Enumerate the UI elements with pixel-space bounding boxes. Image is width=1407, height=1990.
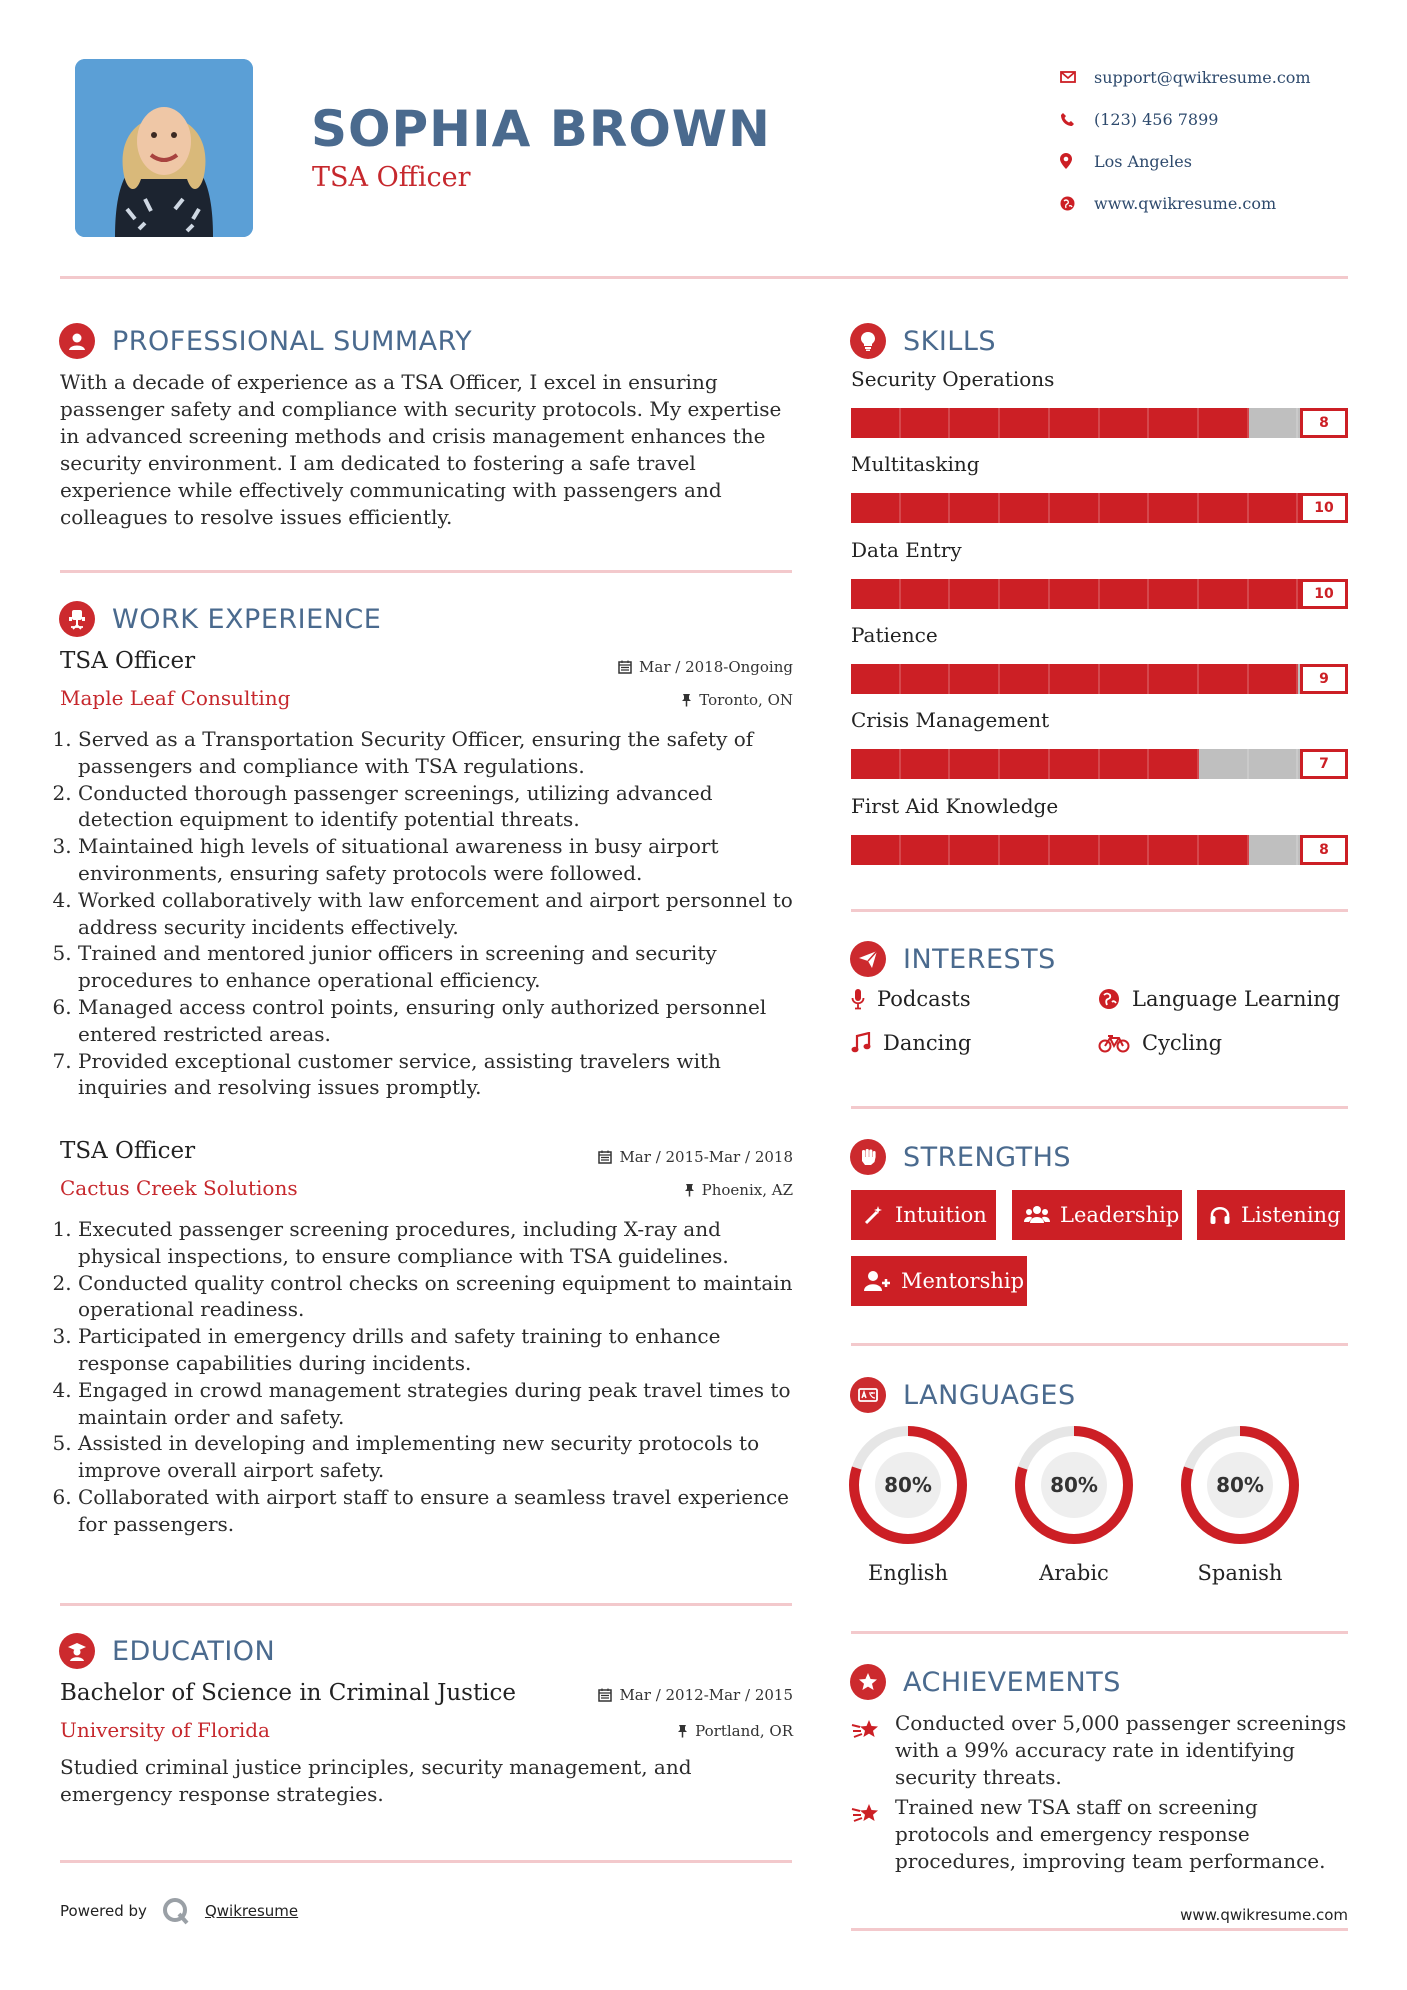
skill-level-segment <box>1100 835 1150 865</box>
contact-email-text: support@qwikresume.com <box>1094 67 1311 87</box>
skill-level-segment <box>1100 493 1150 523</box>
skill-level-segment <box>1149 579 1199 609</box>
shooting-star-icon <box>851 1716 881 1791</box>
raised-fist-icon <box>850 1139 886 1175</box>
language-item <box>1178 1423 1302 1585</box>
languages-list <box>846 1423 1346 1593</box>
skill-level-segment <box>1149 664 1199 694</box>
footer-branding <box>60 1896 298 1926</box>
interest-label: Language Learning <box>1132 987 1341 1011</box>
paper-plane-icon <box>850 941 886 977</box>
summary-heading-row <box>59 323 472 359</box>
education-location <box>677 1722 793 1740</box>
job-location <box>681 691 793 709</box>
interest-item <box>851 1031 971 1055</box>
job-title: TSA Officer <box>60 648 196 674</box>
translate-icon <box>850 1377 886 1413</box>
skill-level-bar <box>851 493 1348 523</box>
list-item: 5. Trained and mentored junior officers in screening and security procedures to enhance operational efficiency. <box>78 940 793 994</box>
job-dates <box>598 1148 793 1166</box>
skill-level-segment <box>901 749 951 779</box>
experience-divider <box>60 1603 792 1606</box>
contact-phone-text: (123) 456 7899 <box>1094 109 1219 129</box>
strength-chip <box>851 1190 996 1240</box>
qwikresume-logo-icon <box>161 1896 191 1926</box>
list-item: 1. Served as a Transportation Security Officer, ensuring the safety of passengers and compliance with TSA regulations. <box>78 726 793 780</box>
skill-level-segment <box>1199 749 1249 779</box>
interest-label: Dancing <box>883 1031 972 1055</box>
duties-list <box>60 726 793 1101</box>
skill-level-segment <box>1000 835 1050 865</box>
skill-level-value: 10 <box>1300 579 1348 609</box>
skills-list <box>851 369 1348 869</box>
skill-level-segment <box>1050 579 1100 609</box>
languages-divider <box>851 1631 1348 1634</box>
skill-row <box>851 369 1348 449</box>
skill-level-segment <box>851 579 901 609</box>
skill-level-value: 8 <box>1300 408 1348 438</box>
strength-chip <box>1012 1190 1182 1240</box>
envelope-icon <box>1060 71 1078 83</box>
map-pin-icon <box>1060 153 1078 169</box>
strength-chip <box>1197 1190 1345 1240</box>
contact-email[interactable] <box>1060 56 1390 98</box>
phone-icon <box>1060 112 1078 127</box>
skill-level-segment <box>851 835 901 865</box>
skill-row <box>851 454 1348 534</box>
language-item <box>1012 1423 1136 1585</box>
skill-name: Crisis Management <box>851 708 1050 733</box>
skill-level-segment <box>1000 749 1050 779</box>
skill-level-segment <box>1000 664 1050 694</box>
interest-item <box>1098 987 1340 1011</box>
profile-photo <box>75 59 253 237</box>
education-divider <box>60 1860 792 1863</box>
globe-icon <box>1098 988 1120 1010</box>
skill-level-segment <box>950 579 1000 609</box>
skill-level-segment <box>1149 408 1199 438</box>
skill-level-segment <box>1000 579 1050 609</box>
education-entry <box>60 1680 793 1808</box>
education-heading-row <box>59 1633 275 1669</box>
skill-level-value: 7 <box>1300 749 1348 779</box>
education-location-text: Portland, OR <box>695 1722 793 1740</box>
header-divider <box>60 276 1348 279</box>
skill-level-value: 9 <box>1300 664 1348 694</box>
skill-level-segment <box>950 408 1000 438</box>
experience-heading: WORK EXPERIENCE <box>112 603 382 635</box>
skill-level-bar <box>851 835 1348 865</box>
office-chair-icon <box>59 601 95 637</box>
skill-level-segment <box>851 749 901 779</box>
skill-level-segment <box>1050 749 1100 779</box>
skill-level-segment <box>1000 408 1050 438</box>
skill-level-segment <box>901 408 951 438</box>
skill-level-segment <box>901 664 951 694</box>
pushpin-icon <box>684 1183 695 1197</box>
shooting-star-icon <box>851 1800 881 1875</box>
achievement-item <box>851 1710 1348 1791</box>
skill-level-bar <box>851 749 1348 779</box>
job-dates <box>618 658 793 676</box>
microphone-icon <box>851 988 865 1010</box>
skill-level-segment <box>1249 749 1299 779</box>
skill-level-segment <box>950 835 1000 865</box>
skill-level-segment <box>1249 835 1299 865</box>
graduate-icon <box>59 1633 95 1669</box>
skill-level-segment <box>1050 408 1100 438</box>
school-name: University of Florida <box>60 1718 270 1742</box>
job-location-text: Phoenix, AZ <box>701 1181 793 1199</box>
skill-level-bar <box>851 408 1348 438</box>
skill-level-segment <box>1050 835 1100 865</box>
lightbulb-icon <box>850 323 886 359</box>
skill-level-segment <box>1100 749 1150 779</box>
skill-name: First Aid Knowledge <box>851 793 1059 818</box>
list-item: 7. Provided exceptional customer service, assisting travelers with inquiries and resolving issues promptly. <box>78 1048 793 1102</box>
list-item: 5. Assisted in developing and implementing new security protocols to improve overall airport safety. <box>78 1430 793 1484</box>
footer-website[interactable]: www.qwikresume.com <box>1180 1906 1348 1924</box>
skill-level-segment <box>1050 493 1100 523</box>
strength-label: Leadership <box>1060 1203 1180 1227</box>
summary-text: With a decade of experience as a TSA Officer, I excel in ensuring passenger safety and compliance with security protocols. My expertise in advanced screening methods and crisis management enhances the security environment. I am dedicated to fostering a safe travel experience while effectively communicating with passengers and colleagues to resolve issues efficiently. <box>60 370 782 529</box>
list-item: 4. Worked collaboratively with law enforcement and airport personnel to address security incidents effectively. <box>78 887 793 941</box>
skill-level-segment <box>1000 493 1050 523</box>
skill-level-segment <box>901 835 951 865</box>
user-circle-icon <box>59 323 95 359</box>
candidate-title: TSA Officer <box>312 162 471 193</box>
skill-level-segment <box>1199 493 1249 523</box>
interest-label: Podcasts <box>877 987 971 1011</box>
calendar-icon <box>598 1688 612 1702</box>
job-dates-text: Mar / 2015-Mar / 2018 <box>619 1148 793 1166</box>
skills-divider <box>851 909 1348 912</box>
skill-name: Data Entry <box>851 537 962 562</box>
skill-level-segment <box>851 664 901 694</box>
skill-row <box>851 710 1348 790</box>
languages-heading-row <box>850 1377 1076 1413</box>
skill-level-segment <box>1199 579 1249 609</box>
contact-website-text: www.qwikresume.com <box>1094 193 1277 213</box>
language-percent: 80% <box>884 1473 932 1497</box>
job-dates-text: Mar / 2018-Ongoing <box>639 658 793 676</box>
skill-level-segment <box>950 493 1000 523</box>
strengths-heading: STRENGTHS <box>903 1141 1072 1173</box>
contact-phone[interactable] <box>1060 98 1390 140</box>
education-description: Studied criminal justice principles, security management, and emergency response strategies. <box>60 1755 692 1806</box>
user-plus-icon <box>863 1270 891 1292</box>
education-dates <box>598 1686 793 1704</box>
skill-level-bar <box>851 664 1348 694</box>
skill-level-segment <box>901 493 951 523</box>
interests-heading: INTERESTS <box>903 943 1056 975</box>
star-badge-icon <box>850 1664 886 1700</box>
skill-level-segment <box>1249 493 1299 523</box>
contact-location <box>1060 140 1390 182</box>
job-title: TSA Officer <box>60 1138 196 1164</box>
duties-list <box>60 1216 793 1538</box>
skill-name: Multitasking <box>851 452 980 477</box>
contact-location-text: Los Angeles <box>1094 151 1192 171</box>
skill-level-segment <box>1249 408 1299 438</box>
education-heading: EDUCATION <box>112 1635 276 1667</box>
skill-level-segment <box>1050 664 1100 694</box>
job-location-text: Toronto, ON <box>699 691 793 709</box>
language-item <box>846 1423 970 1585</box>
list-item: 2. Conducted quality control checks on screening equipment to maintain operational readiness. <box>78 1270 793 1324</box>
interests-divider <box>851 1106 1348 1109</box>
list-item: 2. Conducted thorough passenger screenings, utilizing advanced detection equipment to identify potential threats. <box>78 780 793 834</box>
achievement-text: Trained new TSA staff on screening protocols and emergency response procedures, improving team performance. <box>895 1795 1326 1873</box>
skill-level-segment <box>1100 664 1150 694</box>
experience-heading-row <box>59 601 381 637</box>
list-item: 4. Engaged in crowd management strategies during peak travel times to maintain order and safety. <box>78 1377 793 1431</box>
language-name: English <box>867 1561 949 1585</box>
list-item: 1. Executed passenger screening procedures, including X-ray and physical inspections, to ensure compliance with TSA guidelines. <box>78 1216 793 1270</box>
bicycle-icon <box>1098 1033 1130 1053</box>
skill-level-segment <box>851 408 901 438</box>
skill-row <box>851 622 1348 705</box>
music-note-icon <box>851 1032 871 1054</box>
skill-row <box>851 793 1348 876</box>
language-percent: 80% <box>1050 1473 1098 1497</box>
company-name: Cactus Creek Solutions <box>60 1176 298 1200</box>
job-location <box>684 1181 793 1199</box>
skill-level-bar <box>851 579 1348 609</box>
skill-name: Patience <box>851 622 938 647</box>
headphones-icon <box>1209 1204 1231 1226</box>
education-dates-text: Mar / 2012-Mar / 2015 <box>619 1686 793 1704</box>
list-item: 3. Maintained high levels of situational awareness in busy airport environments, ensuring safety protocols were followed. <box>78 833 793 887</box>
strength-label: Listening <box>1241 1203 1341 1227</box>
list-item: 6. Managed access control points, ensuring only authorized personnel entered restricted areas. <box>78 994 793 1048</box>
contact-website[interactable] <box>1060 182 1390 224</box>
qwikresume-link[interactable]: Qwikresume <box>204 1902 299 1920</box>
globe-icon <box>1060 196 1078 211</box>
skill-level-segment <box>950 749 1000 779</box>
skill-row <box>851 537 1348 620</box>
skill-level-segment <box>1100 579 1150 609</box>
skills-heading-row <box>850 323 996 359</box>
skill-level-segment <box>1249 664 1299 694</box>
skill-name: Security Operations <box>851 367 1055 391</box>
skills-heading: SKILLS <box>903 325 997 357</box>
achievement-text: Conducted over 5,000 passenger screenings with a 99% accuracy rate in identifying security threats. <box>895 1711 1347 1789</box>
magic-wand-icon <box>863 1204 885 1226</box>
degree-title: Bachelor of Science in Criminal Justice <box>60 1680 517 1706</box>
languages-heading: LANGUAGES <box>903 1379 1076 1411</box>
skill-level-value: 8 <box>1300 835 1348 865</box>
skill-level-segment <box>1249 579 1299 609</box>
skill-level-segment <box>851 493 901 523</box>
job-entry <box>60 648 793 1101</box>
skill-level-segment <box>1199 408 1249 438</box>
skill-level-segment <box>950 664 1000 694</box>
users-icon <box>1024 1204 1050 1226</box>
interest-item <box>851 987 971 1011</box>
strength-chip <box>851 1256 1027 1306</box>
skill-level-segment <box>1100 408 1150 438</box>
calendar-icon <box>598 1150 612 1164</box>
pushpin-icon <box>681 693 692 707</box>
interests-heading-row <box>850 941 1056 977</box>
company-name: Maple Leaf Consulting <box>60 686 291 710</box>
skill-level-segment <box>1199 664 1249 694</box>
skill-level-value: 10 <box>1300 493 1348 523</box>
strength-label: Intuition <box>895 1203 987 1227</box>
strengths-divider <box>851 1343 1348 1346</box>
footer-divider <box>851 1928 1348 1931</box>
pushpin-icon <box>677 1724 688 1738</box>
skill-level-segment <box>901 579 951 609</box>
candidate-name: SOPHIA BROWN <box>311 100 771 158</box>
skill-level-segment <box>1149 835 1199 865</box>
calendar-icon <box>618 660 632 674</box>
language-percent: 80% <box>1216 1473 1264 1497</box>
list-item: 6. Collaborated with airport staff to ensure a seamless travel experience for passengers. <box>78 1484 793 1538</box>
job-entry <box>60 1138 793 1538</box>
summary-divider <box>60 570 792 573</box>
strengths-heading-row <box>850 1139 1071 1175</box>
achievements-heading: ACHIEVEMENTS <box>903 1666 1121 1698</box>
skill-level-segment <box>1199 835 1249 865</box>
contact-list <box>1060 56 1390 224</box>
skill-level-segment <box>1149 493 1199 523</box>
language-name: Arabic <box>1039 1561 1109 1585</box>
skill-level-segment <box>1149 749 1199 779</box>
list-item: 3. Participated in emergency drills and safety training to enhance response capabilities during incidents. <box>78 1323 793 1377</box>
powered-by-text: Powered by <box>60 1902 147 1920</box>
strength-label: Mentorship <box>901 1269 1025 1293</box>
summary-heading: PROFESSIONAL SUMMARY <box>112 325 473 357</box>
interest-label: Cycling <box>1142 1031 1223 1055</box>
language-name: Spanish <box>1197 1561 1283 1585</box>
achievements-heading-row <box>850 1664 1121 1700</box>
achievement-item <box>851 1794 1348 1875</box>
interest-item <box>1098 1031 1222 1055</box>
